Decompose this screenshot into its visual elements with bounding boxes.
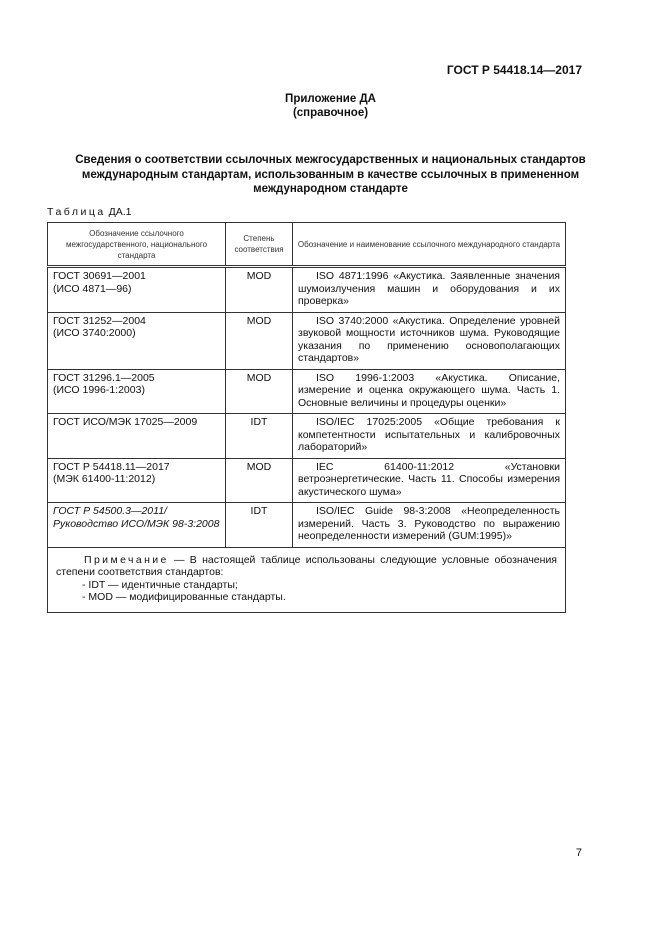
table-row: [48, 312, 566, 369]
note-item: - IDT — идентичные стандарты;: [82, 578, 238, 591]
degree-cell: MOD: [226, 369, 293, 414]
section-heading: [50, 153, 611, 197]
header-degree: Степень соответствия: [226, 223, 293, 267]
degree-cell: MOD: [226, 312, 293, 369]
table-row: [48, 503, 566, 548]
table-row: [48, 267, 566, 313]
table-caption-label: Таблица: [47, 206, 106, 218]
standard-code: ГОСТ 31296.1—2005: [53, 371, 155, 384]
note-item: - MOD — модифицированные стандарты.: [82, 591, 286, 603]
note-label: Примечание: [84, 553, 169, 566]
international-standard-cell: ISO 3740:2000 «Акустика. Определение уровней звуковой мощности источников шума. Руководящие указания по применению основополагающих стандартов»: [293, 312, 566, 369]
table-row: [48, 414, 566, 459]
standard-code: ГОСТ Р 54500.3—2011/: [53, 505, 167, 517]
note-paragraph: [56, 554, 557, 579]
international-standard-cell: ISO 1996-1:2003 «Акустика. Описание, измерение и оценка окружающего шума. Часть 1. Основные величины и процедуры оценки»: [293, 369, 566, 414]
table-note-row: [48, 547, 566, 612]
international-standard-cell: ISO/IEC 17025:2005 «Общие требования к компетентности испытательных и калибровочных лабораторий»: [293, 414, 566, 459]
note-text: — В настоящей таблице использованы следующие условные обозначения степени соответствия стандартов:: [56, 553, 557, 578]
heading-line: Сведения о соответствии ссылочных межгосударственных и национальных стандартов: [75, 154, 586, 166]
national-standard-cell: [48, 503, 226, 548]
national-standard-cell: [48, 267, 226, 313]
annex-title: [0, 92, 661, 120]
table-note: [48, 547, 566, 612]
heading-line: международном стандарте: [253, 183, 408, 195]
standard-code: ГОСТ 30691—2001: [53, 270, 146, 282]
table-row: [48, 458, 566, 503]
standard-code: ГОСТ Р 54418.11—2017: [53, 460, 170, 473]
national-standard-cell: [48, 458, 226, 503]
heading-line: международным стандартам, использованным в качестве ссылочных в примененном: [81, 168, 580, 181]
degree-cell: IDT: [226, 503, 293, 548]
international-standard-cell: ISO 4871:1996 «Акустика. Заявленные значения шумоизлучения машин и оборудования и их проверка»: [293, 267, 566, 313]
header-international-standard: Обозначение и наименование ссылочного международного стандарта: [293, 223, 566, 267]
national-standard-cell: [48, 414, 226, 459]
degree-cell: MOD: [226, 267, 293, 313]
degree-cell: IDT: [226, 414, 293, 459]
annex-subtitle: (справочное): [292, 107, 369, 119]
national-standard-cell: [48, 369, 226, 414]
page-number: 7: [575, 847, 582, 859]
international-standard-cell: IEC 61400-11:2012 «Установки ветроэнергетические. Часть 11. Способы измерения акустического шума»: [293, 458, 566, 503]
standard-code: ГОСТ ИСО/МЭК 17025—2009: [53, 416, 198, 428]
table-header-row: [48, 223, 566, 267]
standard-ref: (ИСО 3740:2000): [53, 327, 136, 339]
table-row: [48, 369, 566, 414]
international-standard-cell: ISO/IEC Guide 98-3:2008 «Неопределенность измерений. Часть 3. Руководство по выражению неопределенности измерений (GUM:1995)»: [293, 503, 566, 548]
standard-ref: (МЭК 61400-11:2012): [53, 473, 156, 485]
correspondence-table: [47, 222, 566, 613]
degree-cell: MOD: [226, 458, 293, 503]
table-caption: [47, 206, 131, 218]
national-standard-cell: [48, 312, 226, 369]
annex-name: Приложение ДА: [285, 93, 376, 105]
table-caption-number: ДА.1: [108, 206, 132, 218]
header-national-standard: Обозначение ссылочного межгосударственного, национального стандарта: [48, 223, 226, 267]
standard-ref: (ИСО 1996-1:2003): [53, 384, 145, 396]
standard-ref: Руководство ИСО/МЭК 98-3:2008: [53, 517, 220, 530]
document-code: ГОСТ Р 54418.14—2017: [446, 63, 582, 77]
standard-ref: (ИСО 4871—96): [53, 282, 132, 295]
standard-code: ГОСТ 31252—2004: [53, 314, 146, 327]
